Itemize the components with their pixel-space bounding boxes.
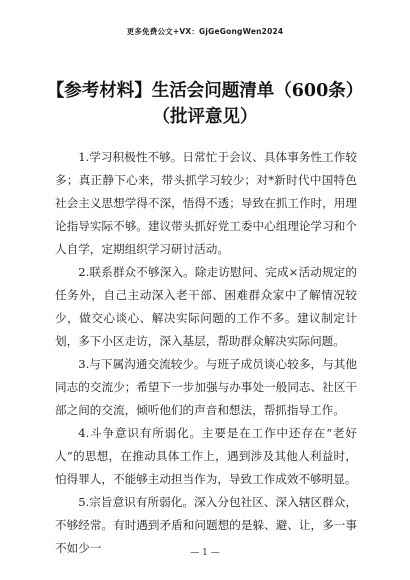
title-line-1: 【参考材料】生活会问题清单（600条） <box>46 81 364 101</box>
paragraph-1: 1.学习积极性不够。日常忙于会议、具体事务性工作较多；真正静下心来，带头抓学习较少；对*新时代中国特色社会主义思想学得不深，悟得不透；导致在抓工作时，用理论指导实际不够。建议带头抓好党工委中心组理论学习和个人自学，定期组织学习研讨活动。 <box>55 150 357 256</box>
document-title <box>30 78 380 130</box>
header-note: 更多免费公文+VX：GjGeGongWen2024 <box>126 27 284 36</box>
paragraph-4: 4.斗争意识有所弱化。主要是在工作中还存在“老好人”的思想，在推动具体工作上，遇到涉及其他人利益时，怕得罪人，不能够主动担当作为，导致工作成效不够明显。 <box>55 426 357 486</box>
page-number: — 1 — <box>190 548 220 558</box>
paragraph-2: 2.联系群众不够深入。除走访慰问、完成×活动规定的任务外，自己主动深入老干部、困难群众家中了解情况较少，做交心谈心、解决实际问题的工作不多。建议制定计划，多下小区走访，深入基层，帮助群众解决实际问题。 <box>55 265 357 348</box>
paragraph-5: 5.宗旨意识有所弱化。深入分包社区、深入辖区群众，不够经常。有时遇到矛盾和问题想的是躲、避、让，多一事不如少一 <box>55 495 357 555</box>
document-body <box>55 146 357 560</box>
title-line-2: （批评意见） <box>152 107 258 127</box>
paragraph-3: 3.与下属沟通交流较少。与班子成员谈心较多，与其他同志的交流少；希望下一步加强与办事处一般同志、社区干部之间的交流，倾听他们的声音和想法，帮抓指导工作。 <box>55 357 357 417</box>
